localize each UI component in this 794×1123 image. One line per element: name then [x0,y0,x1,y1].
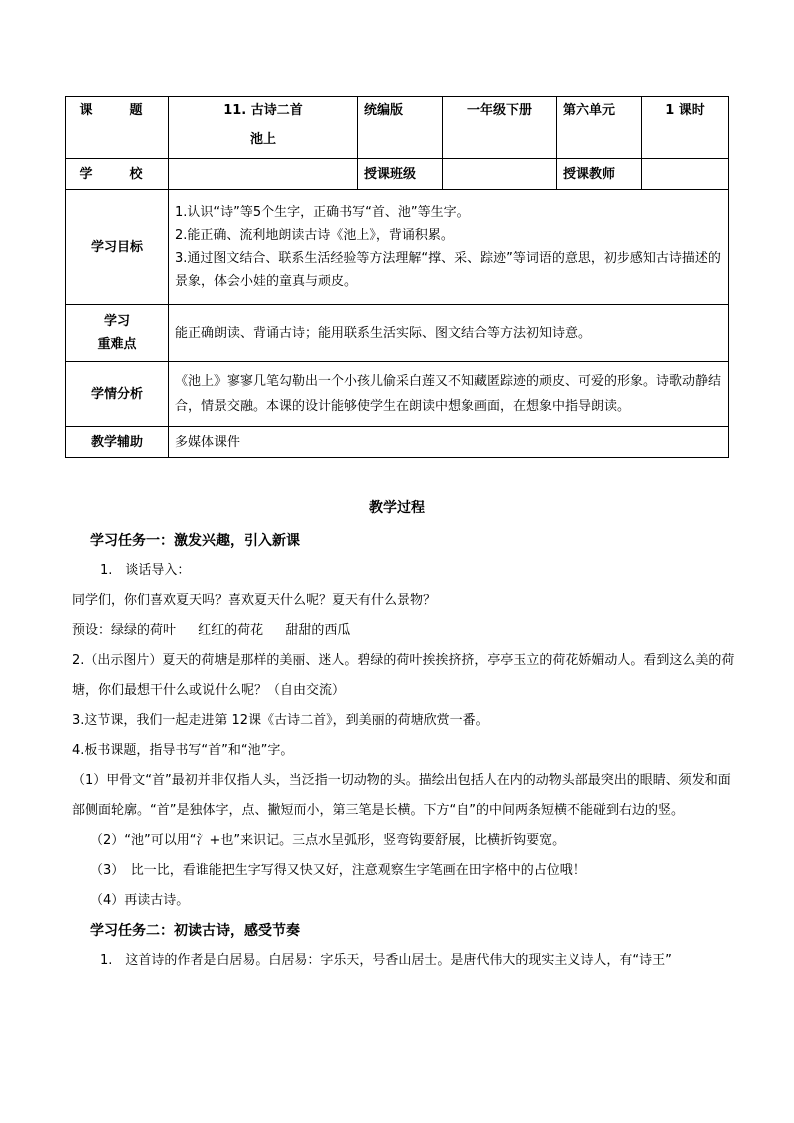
class-value [443,159,557,190]
process-line: 3.这节课，我们一起走进第 12课《古诗二首》，到美丽的荷塘欣赏一番。 [72,713,489,728]
goals-content [169,190,729,305]
aids-content: 多媒体课件 [169,427,729,458]
preset-item: 预设：绿绿的荷叶 [72,623,177,638]
grade-cell: 一年级下册 [443,97,557,159]
preset-item: 红红的荷花 [198,623,264,638]
difficulty-label-line2: 重难点 [97,337,137,352]
process-title: 教学过程 [369,500,425,516]
process-line [72,616,738,646]
difficulty-label-line1: 学习 [103,314,130,329]
school-label: 学 校 [66,159,169,190]
task2-heading: 学习任务二：初读古诗，感受节奏 [90,923,300,939]
hours-cell: 1 课时 [642,97,729,159]
process-body [72,526,738,976]
row-aids [66,427,729,458]
aids-label: 教学辅助 [66,427,169,458]
goal-item: 1.认识“诗”等5个生字，正确书写“首、池”等生字。 [175,205,470,220]
process-line: （1）甲骨文“首”最初并非仅指人头，当泛指一切动物的头。描绘出包括人在内的动物头部最突出的眼睛、须发和面部侧面轮廓。“首”是独体字，点、撇短而小，第三笔是长横。下方“自”的中间两条短横不能碰到右边的竖。 [72,773,731,818]
topic-title-line1: 11. 古诗二首 [223,103,303,118]
row-analysis [66,362,729,427]
topic-title [169,97,358,159]
lesson-info-table [65,96,729,458]
process-line: 4.板书课题，指导书写“首”和“池”字。 [72,743,294,758]
preset-item: 甜甜的西瓜 [285,623,351,638]
topic-label: 课 题 [66,97,169,159]
process-line: 同学们，你们喜欢夏天吗？喜欢夏天什么呢？夏天有什么景物？ [72,593,437,608]
process-line: （4）再读古诗。 [90,893,190,908]
edition-cell: 统编版 [358,97,443,159]
process-line: 1. 这首诗的作者是白居易。白居易：字乐天，号香山居士。是唐代伟大的现实主义诗人，有“诗王” [100,953,672,968]
process-line: （3） 比一比，看谁能把生字写得又快又好，注意观察生字笔画在田字格中的占位哦！ [90,863,586,878]
goals-label: 学习目标 [66,190,169,305]
process-line: 1. 谈话导入： [100,563,191,578]
teacher-label: 授课教师 [557,159,642,190]
goal-item: 2.能正确、流利地朗读古诗《池上》，背诵积累。 [175,228,454,243]
row-topic [66,97,729,159]
analysis-label: 学情分析 [66,362,169,427]
topic-title-line2: 池上 [249,132,276,147]
task1-heading: 学习任务一：激发兴趣，引入新课 [90,533,300,549]
school-value [169,159,358,190]
row-school [66,159,729,190]
difficulty-content: 能正确朗读、背诵古诗；能用联系生活实际、图文结合等方法初知诗意。 [169,305,729,362]
teacher-value [642,159,729,190]
row-difficulty [66,305,729,362]
class-label: 授课班级 [358,159,443,190]
goal-item: 3.通过图文结合、联系生活经验等方法理解“撑、采、踪迹”等词语的意思，初步感知古诗描述的景象，体会小娃的童真与顽皮。 [175,251,721,289]
unit-cell: 第六单元 [557,97,642,159]
process-line: （2）“池”可以用“氵+也”来识记。三点水呈弧形，竖弯钩要舒展，比横折钩要宽。 [90,833,566,848]
row-goals [66,190,729,305]
analysis-content: 《池上》寥寥几笔勾勒出一个小孩儿偷采白莲又不知藏匿踪迹的顽皮、可爱的形象。诗歌动静结合，情景交融。本课的设计能够使学生在朗读中想象画面，在想象中指导朗读。 [169,362,729,427]
difficulty-label [66,305,169,362]
process-line: 2.（出示图片）夏天的荷塘是那样的美丽、迷人。碧绿的荷叶挨挨挤挤，亭亭玉立的荷花娇媚动人。看到这么美的荷塘，你们最想干什么或说什么呢？（自由交流） [72,653,735,698]
